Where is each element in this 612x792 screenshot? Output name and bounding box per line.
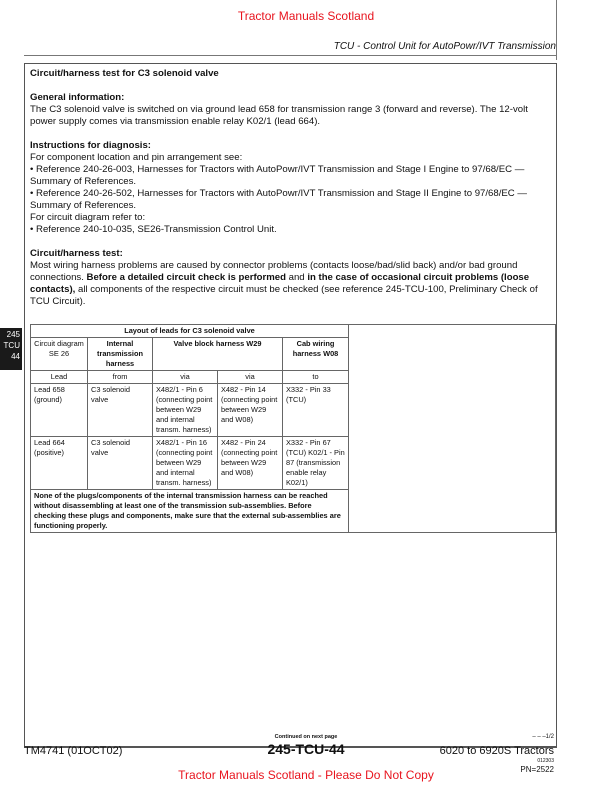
watermark-top: Tractor Manuals Scotland (237, 9, 375, 23)
table-subheader: to (283, 371, 349, 384)
empty-column (349, 325, 556, 533)
running-header: TCU - Control Unit for AutoPowr/IVT Transmission (333, 41, 556, 52)
cell: C3 solenoid valve (88, 437, 153, 490)
text: Most wiring harness problems are caused by connector problems (contacts loose/bad/slid back) and/or bad ground connections. (30, 260, 518, 283)
leads-table (30, 324, 556, 533)
table-note: None of the plugs/components of the internal transmission harness can be reached without disassembling at least one of the transmission sub-assemblies. Before checking these plugs and components, make sure that the external sub-assemblies are functioning properly. (31, 490, 349, 533)
cell: Lead 664 (positive) (31, 437, 88, 490)
text-bold: Before a detailed circuit check is performed (86, 272, 286, 283)
table-subheader: Lead (31, 371, 88, 384)
cell: X482/1 - Pin 6 (connecting point between W29 and internal transm. harness) (153, 384, 218, 437)
cell: X482 - Pin 14 (connecting point between W29 and W08) (218, 384, 283, 437)
part-number: PN=2522 (520, 765, 554, 774)
table-header: Valve block harness W29 (153, 338, 283, 371)
body-text (30, 68, 550, 308)
cell: Lead 658 (ground) (31, 384, 88, 437)
side-tab (0, 328, 22, 370)
general-heading: General information: (30, 92, 125, 103)
text: all components of the respective circuit must be checked (see reference 245-TCU-100, Preliminary Check of TCU Circuit). (30, 284, 538, 307)
code: 012303 (537, 758, 554, 764)
models: 6020 to 6920S Tractors (439, 745, 554, 757)
manual-id: TM4741 (01OCT02) (24, 745, 123, 757)
table-subheader: from (88, 371, 153, 384)
instructions-heading: Instructions for diagnosis: (30, 140, 151, 151)
cell: X332 - Pin 67 (TCU) K02/1 - Pin 87 (transmission enable relay K02/1) (283, 437, 349, 490)
table-header: Internal transmission harness (88, 338, 153, 371)
section-title: Circuit/harness test for C3 solenoid valve (30, 68, 219, 79)
instruction-line: For circuit diagram refer to: (30, 212, 146, 223)
instruction-line: For component location and pin arrangement see: (30, 152, 243, 163)
cell: X482/1 - Pin 16 (connecting point between W29 and internal transm. harness) (153, 437, 218, 490)
table-subheader: via (153, 371, 218, 384)
reference-link[interactable]: • Reference 240-26-003, Harnesses for Tractors with AutoPowr/IVT Transmission and Stage I Engine to 97/68/EC — Summary of References. (30, 164, 525, 187)
tab-group: TCU (3, 341, 20, 350)
reference-link[interactable]: • Reference 240-26-502, Harnesses for Tractors with AutoPowr/IVT Transmission and Stage II Engine to 97/68/EC — Summary of References. (30, 188, 527, 211)
table-header: Circuit diagram SE 26 (31, 338, 88, 371)
general-text: The C3 solenoid valve is switched on via ground lead 658 for transmission range 3 (forward and reverse). The 12-volt power supply comes via transmission enable relay K02/1 (lead 664). (30, 104, 528, 127)
text: and (285, 272, 308, 283)
divider (556, 0, 557, 60)
tab-section: 245 (6, 330, 20, 339)
cell: X482 - Pin 24 (connecting point between W29 and W08) (218, 437, 283, 490)
page-sequence: – – –1/2 (532, 734, 554, 740)
cell: X332 - Pin 33 (TCU) (283, 384, 349, 437)
table-subheader: via (218, 371, 283, 384)
reference-link[interactable]: • Reference 240-10-035, SE26-Transmission Control Unit. (30, 224, 277, 235)
continued-note: Continued on next page (274, 734, 338, 740)
divider (24, 55, 556, 56)
tab-page: 44 (11, 352, 20, 361)
watermark-bottom: Tractor Manuals Scotland - Please Do Not Copy (178, 768, 434, 782)
text-bold: in the case of occasional circuit problems (loose contacts), (30, 272, 530, 295)
cell: C3 solenoid valve (88, 384, 153, 437)
test-text (30, 260, 550, 308)
test-heading: Circuit/harness test: (30, 248, 123, 259)
table-title: Layout of leads for C3 solenoid valve (31, 325, 349, 338)
table-header: Cab wiring harness W08 (283, 338, 349, 371)
page-number: 245-TCU-44 (267, 741, 345, 757)
